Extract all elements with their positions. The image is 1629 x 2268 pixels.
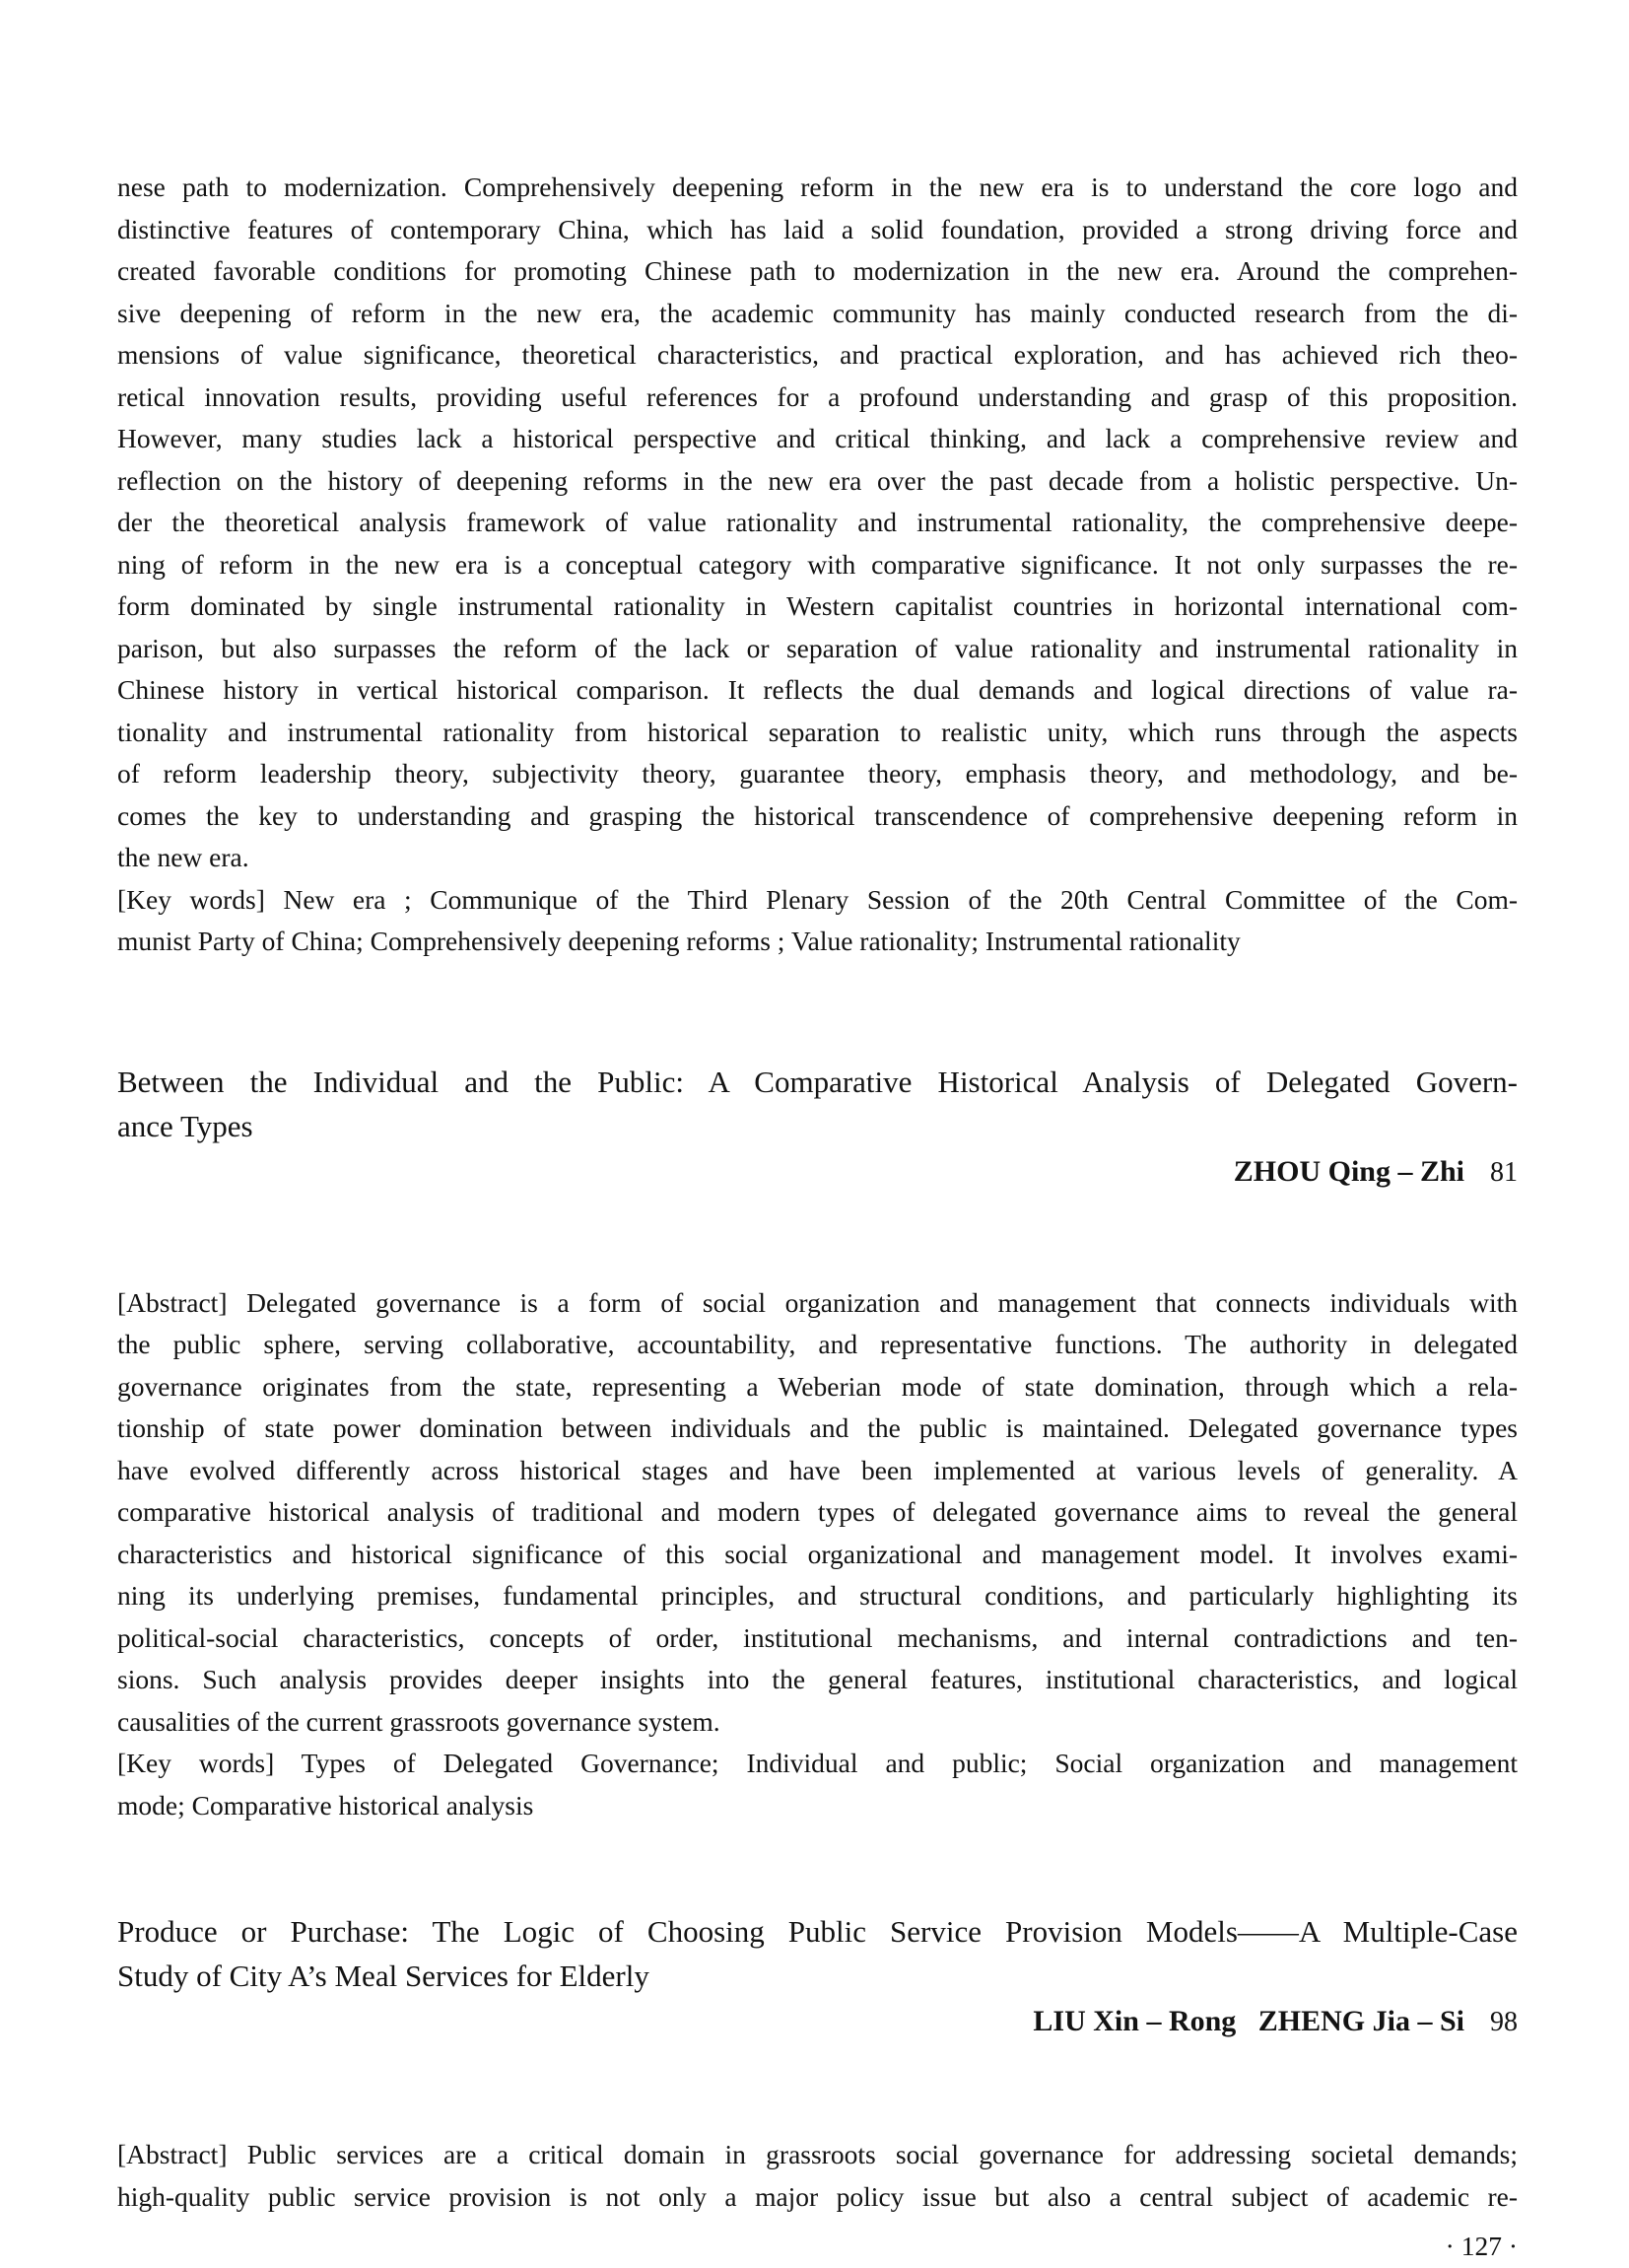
article-page-number: 98 — [1490, 2007, 1518, 2037]
text-line: parison, but also surpasses the reform of the lack or separation of value rationality and instrumental rationality in — [117, 632, 1518, 663]
text-line: tionship of state power domination between individuals and the public is maintained. Delegated governance types — [117, 1412, 1518, 1443]
text-line: comparative historical analysis of traditional and modern types of delegated governance aims to reveal the general — [117, 1496, 1518, 1527]
text-line: causalities of the current grassroots governance system. — [117, 1705, 720, 1737]
article-title-block — [117, 1909, 1518, 2089]
text-line: of reform leadership theory, subjectivity theory, guarantee theory, emphasis theory, and methodology, and be- — [117, 758, 1518, 789]
byline — [1142, 1104, 1518, 1239]
text-line: have evolved differently across historical stages and have been implemented at various levels of generality. A — [117, 1454, 1518, 1485]
text-line: high-quality public service provision is not only a major policy issue but also a central subject of academic re- — [117, 2180, 1518, 2212]
author-name: ZHOU Qing – Zhi — [1233, 1154, 1464, 1188]
article-title-line2-row — [117, 1954, 1518, 2089]
article-page-number: 81 — [1490, 1156, 1518, 1188]
text-line: the new era. — [117, 842, 249, 872]
text-line: the public sphere, serving collaborative, accountability, and representative functions. The authority in delegated — [117, 1329, 1518, 1359]
text-line: munist Party of China; Comprehensively deepening reforms ; Value rationality; Instrumental rationality — [117, 926, 1241, 956]
entry-zhou — [117, 1060, 1518, 1827]
text-line: der the theoretical analysis framework of value rationality and instrumental rationality, the comprehensive deepe- — [117, 507, 1518, 537]
text-line: tionality and instrumental rationality from historical separation to realistic unity, which runs through the aspects — [117, 716, 1518, 747]
text-line: [Abstract] Public services are a critical domain in grassroots social governance for addressing societal demands; — [117, 2139, 1518, 2169]
keywords-paragraph — [117, 1743, 1518, 1826]
folio-page-number: · 127 · — [1445, 2231, 1518, 2261]
text-line: retical innovation results, providing useful references for a profound understanding and grasp of this proposition. — [117, 380, 1518, 412]
article-title-line2: ance Types — [117, 1108, 253, 1143]
text-line: However, many studies lack a historical perspective and critical thinking, and lack a comprehensive review and — [117, 423, 1518, 453]
text-line: mensions of value significance, theoretical characteristics, and practical exploration, and has achieved rich theo- — [117, 339, 1518, 370]
article-title-line1: Between the Individual and the Public: A Comparative Historical Analysis of Delegated Govern- — [117, 1064, 1518, 1099]
keywords-paragraph — [117, 879, 1518, 963]
text-line: [Abstract] Delegated governance is a form of social organization and management that connects individuals with — [117, 1286, 1518, 1318]
abstract-continuation-paragraph — [117, 167, 1518, 879]
text-line: ning its underlying premises, fundamental principles, and structural conditions, and particularly highlighting its — [117, 1580, 1518, 1611]
text-line: created favorable conditions for promoting Chinese path to modernization in the new era. Around the comprehen- — [117, 255, 1518, 286]
abstract-paragraph — [117, 1282, 1518, 1744]
text-line: comes the key to understanding and grasping the historical transcendence of comprehensive deepening reform in — [117, 799, 1518, 831]
text-line: sive deepening of reform in the new era, the academic community has mainly conducted research from the di- — [117, 297, 1518, 328]
text-line: political-social characteristics, concepts of order, institutional mechanisms, and internal contradictions and ten- — [117, 1621, 1518, 1653]
text-line: characteristics and historical significance of this social organizational and management model. It involves exami- — [117, 1538, 1518, 1569]
text-line: sions. Such analysis provides deeper insights into the general features, institutional characteristics, and logical — [117, 1664, 1518, 1694]
text-line: form dominated by single instrumental rationality in Western capitalist countries in horizontal international com- — [117, 590, 1518, 621]
entry-liu-zheng — [117, 1909, 1518, 2218]
abstract-paragraph — [117, 2134, 1518, 2218]
page-content — [117, 167, 1518, 2268]
author-names: LIU Xin – Rong ZHENG Jia – Si — [1033, 2005, 1464, 2037]
text-line: [Key words] New era ; Communique of the Third Plenary Session of the 20th Central Committee of the Com- — [117, 883, 1518, 915]
article-title-line1: Produce or Purchase: The Logic of Choosing Public Service Provision Models——A Multiple-Case — [117, 1914, 1518, 1949]
text-line: [Key words] Types of Delegated Governance; Individual and public; Social organization and management — [117, 1748, 1518, 1778]
text-line: Chinese history in vertical historical comparison. It reflects the dual demands and logical directions of value ra- — [117, 674, 1518, 705]
article-title-block — [117, 1060, 1518, 1239]
text-line: reflection on the history of deepening reforms in the new era over the past decade from a holistic perspective. Un- — [117, 464, 1518, 496]
byline — [941, 1954, 1518, 2089]
text-line: nese path to modernization. Comprehensively deepening reform in the new era is to understand the core logo and — [117, 172, 1518, 202]
entry-continued — [117, 167, 1518, 963]
article-title-line2: Study of City A’s Meal Services for Elderly — [117, 1959, 649, 1993]
text-line: distinctive features of contemporary China, which has laid a solid foundation, provided a strong driving force and — [117, 213, 1518, 244]
text-line: mode; Comparative historical analysis — [117, 1789, 534, 1821]
text-line: governance originates from the state, representing a Weberian mode of state domination, through which a rela- — [117, 1370, 1518, 1402]
text-line: ning of reform in the new era is a conceptual category with comparative significance. It not only surpasses the re- — [117, 548, 1518, 580]
article-title-line2-row — [117, 1104, 1518, 1239]
